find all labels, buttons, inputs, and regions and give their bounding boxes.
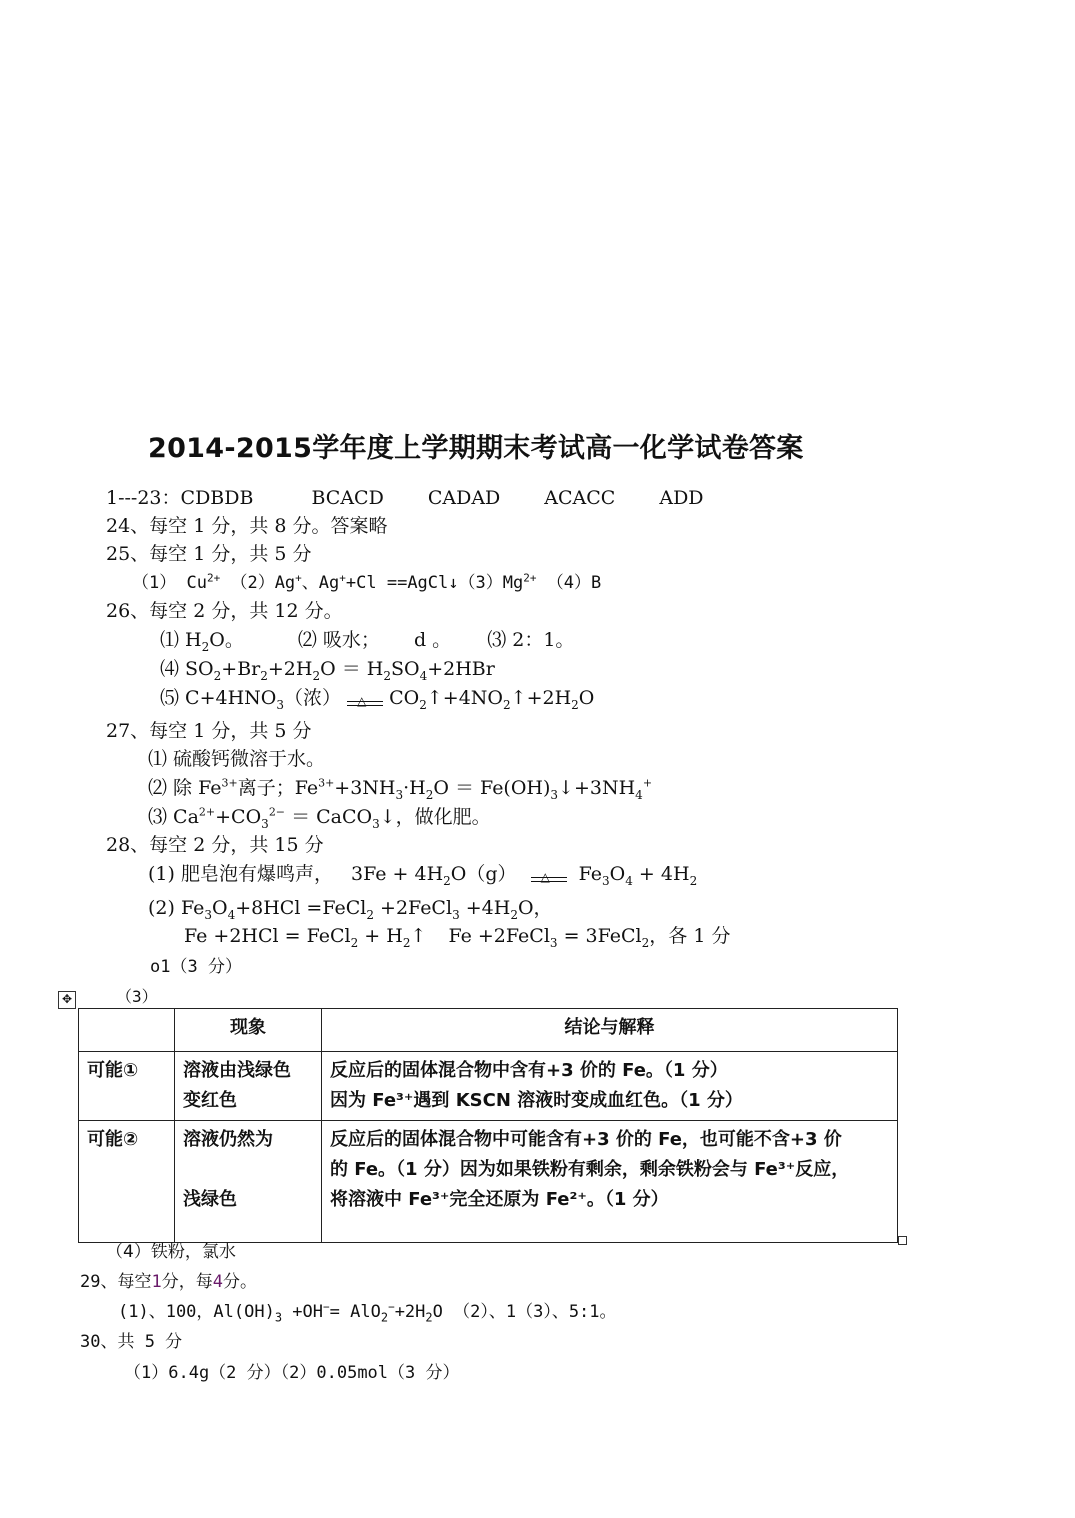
text: 反应后的固体混合物中可能含有+3 价的 Fe，也可能不含+3 价 — [330, 1129, 842, 1150]
subscript: 2 — [425, 787, 434, 802]
text: 将溶液中 Fe³⁺完全还原为 Fe²⁺。（1 分） — [330, 1189, 669, 1210]
text: + 4H — [632, 863, 690, 885]
answer-1-23 — [106, 486, 704, 510]
superscript: − — [323, 1300, 330, 1314]
subscript: 3 — [395, 787, 404, 802]
subscript: 2 — [443, 873, 451, 888]
subscript: 4 — [635, 787, 643, 802]
text: 反应后的固体混合物中含有+3 价的 Fe。（1 分） — [330, 1060, 728, 1081]
table-cell-label: 可能① — [79, 1052, 175, 1121]
text: +8HCl =FeCl — [235, 897, 367, 919]
answer-27-line1: ⑴ 硫酸钙微溶于水。 — [148, 748, 326, 770]
text: O — [211, 897, 228, 919]
table-cell-label: 可能② — [79, 1121, 175, 1243]
text: 3Fe + 4H — [351, 863, 444, 885]
text: ↑+2H — [510, 687, 572, 709]
text: Fe +2HCl = FeCl — [184, 925, 351, 947]
superscript: − — [388, 1300, 395, 1314]
subscript: 2 — [510, 907, 518, 922]
text: d 。 — [413, 629, 452, 651]
text: ↓，做化肥。 — [379, 806, 491, 828]
text: ↑ — [410, 925, 427, 947]
text: 因为 Fe³⁺遇到 KSCN 溶液时变成血红色。（1 分） — [330, 1090, 743, 1111]
superscript: 3+ — [221, 776, 238, 790]
text: +2H — [394, 1302, 426, 1322]
heat-condition-icon — [347, 687, 383, 707]
subscript: 3 — [274, 1310, 283, 1325]
table-header-cell: 结论与解释 — [322, 1009, 898, 1052]
text: +OH — [282, 1302, 324, 1322]
answer-26-line3 — [160, 686, 594, 710]
table-cell-conclusion — [322, 1052, 898, 1121]
text: ↑+4NO — [426, 687, 504, 709]
q25-part2b: 、Ag — [301, 573, 340, 593]
subscript: 3 — [261, 816, 269, 831]
subscript: 2 — [503, 697, 511, 712]
page-title: 2014-2015学年度上学期期末考试高一化学试卷答案 — [148, 433, 804, 464]
heat-triangle: △ — [357, 694, 367, 708]
text: (1)、100，Al(OH) — [118, 1302, 275, 1322]
answer-26-line1 — [160, 628, 574, 652]
text: ↓+3NH — [558, 777, 636, 799]
text: = 3FeCl — [557, 925, 642, 947]
q25-part4: （4）B — [546, 573, 602, 593]
answer-29-line1 — [118, 1300, 617, 1324]
text: Fe +2FeCl — [448, 925, 550, 947]
text: 溶液由浅绿色 — [183, 1060, 291, 1081]
text: 分，每 — [161, 1272, 213, 1292]
answer-25-body — [132, 571, 601, 595]
subscript: 3 — [550, 787, 559, 802]
answer-28-part4: （4）铁粉，氯水 — [106, 1242, 236, 1262]
move-handle-icon[interactable]: ✥ — [58, 991, 76, 1009]
answer-28-line4: o1（3 分） — [150, 957, 242, 977]
subscript: 2 — [689, 873, 698, 888]
superscript: 2− — [268, 805, 286, 819]
text: O — [609, 863, 626, 885]
answer-30-head: 30、共 5 分 — [80, 1332, 183, 1352]
text: +3NH — [334, 777, 396, 799]
text: +CO — [215, 806, 262, 828]
text: (1) 肥皂泡有爆鸣声， — [148, 863, 333, 885]
text: O ＝ H — [320, 658, 384, 680]
subscript: 2 — [383, 668, 391, 683]
table-row — [79, 1121, 898, 1243]
results-table — [78, 1008, 898, 1243]
subscript: 2 — [419, 697, 427, 712]
text: O （2）、1（3）、5:1。 — [432, 1302, 617, 1322]
subscript: 2 — [350, 935, 359, 950]
answer-30-line1: （1）6.4g（2 分）（2）0.05mol（3 分） — [124, 1363, 460, 1383]
text: O ＝ Fe(OH) — [433, 777, 551, 799]
q25-part1: （1） Cu — [132, 573, 207, 593]
text: (2) Fe — [148, 897, 205, 919]
text: O。 — [209, 629, 244, 651]
answer-group: CADAD — [427, 487, 501, 509]
heat-condition-icon — [531, 863, 567, 883]
table-header-row — [79, 1009, 898, 1052]
answer-28-line3 — [184, 924, 730, 948]
q25-part2c: +Cl ==AgCl↓（3）Mg — [345, 573, 524, 593]
superscript: 3+ — [318, 776, 335, 790]
text: +Br — [221, 658, 261, 680]
text: 29、每空 — [80, 1272, 152, 1292]
text: +2HBr — [427, 658, 495, 680]
subscript: 2 — [366, 907, 374, 922]
subscript: 4 — [227, 907, 236, 922]
text: Fe — [578, 863, 603, 885]
subscript: 2 — [402, 935, 411, 950]
answer-label: 1---23：CDBDB — [106, 487, 254, 509]
table-header-cell: 现象 — [175, 1009, 322, 1052]
superscript: 2+ — [523, 571, 537, 585]
answer-29-head — [80, 1270, 257, 1294]
answer-26-head: 26、每空 2 分，共 12 分。 — [106, 600, 343, 622]
subscript: 2 — [312, 668, 321, 683]
subscript: 2 — [641, 935, 650, 950]
subscript: 2 — [201, 639, 210, 654]
text: 分。 — [222, 1272, 257, 1292]
subscript: 3 — [602, 873, 610, 888]
answer-26-line2 — [160, 657, 495, 681]
subscript: 3 — [549, 935, 558, 950]
text: = AlO — [329, 1302, 381, 1322]
answer-group: ACACC — [544, 487, 616, 509]
text: O（g） — [450, 863, 517, 885]
subscript: 2 — [213, 668, 222, 683]
text: ⑴ H — [160, 629, 202, 651]
text: +4H — [459, 897, 511, 919]
answer-group: ADD — [659, 487, 704, 509]
subscript: 2 — [571, 697, 579, 712]
table-cell-phenomenon — [175, 1121, 322, 1243]
table-cell-conclusion — [322, 1121, 898, 1243]
text: ⑷ SO — [160, 658, 214, 680]
text: ⑸ C+4HNO — [160, 687, 277, 709]
table-cell-phenomenon — [175, 1052, 322, 1121]
text: 4 — [212, 1272, 223, 1292]
text: O — [578, 687, 595, 709]
answer-28-head: 28、每空 2 分，共 15 分 — [106, 834, 324, 856]
text: ⑶ 2：1。 — [487, 629, 575, 651]
answer-24: 24、每空 1 分，共 8 分。答案略 — [106, 515, 388, 537]
text: +2H — [267, 658, 313, 680]
text: ⑵ 吸水； — [297, 629, 380, 651]
text: + H — [358, 925, 403, 947]
text: （浓） — [284, 687, 342, 709]
answer-28-part3-label: （3） — [116, 987, 158, 1006]
text: O， — [517, 897, 553, 919]
answer-25-head: 25、每空 1 分，共 5 分 — [106, 543, 312, 565]
superscript: + — [295, 571, 302, 585]
subscript: 3 — [204, 907, 212, 922]
text: ⑶ Ca — [148, 806, 199, 828]
text: ，各 1 分 — [649, 925, 731, 947]
text: ⑵ 除 Fe — [148, 777, 222, 799]
text: 1 — [151, 1272, 162, 1292]
text: 离子；Fe — [237, 777, 319, 799]
text: CO — [389, 687, 420, 709]
answer-27-line2 — [148, 776, 652, 800]
text — [183, 1155, 313, 1185]
superscript: 2+ — [206, 571, 221, 585]
heat-triangle: △ — [540, 870, 550, 884]
table-header-cell — [79, 1009, 175, 1052]
answer-group: BCACD — [311, 487, 384, 509]
text: ＝ CaCO — [291, 806, 373, 828]
text: 的 Fe。（1 分）因为如果铁粉有剩余，剩余铁粉会与 Fe³⁺反应， — [330, 1159, 850, 1180]
text: ·H — [403, 777, 426, 799]
subscript: 3 — [372, 816, 380, 831]
superscript: 2+ — [198, 805, 216, 819]
answer-27-line3 — [148, 805, 491, 829]
text: SO — [390, 658, 420, 680]
q25-part2: （2）Ag — [230, 573, 296, 593]
subscript: 2 — [380, 1310, 389, 1325]
subscript: 3 — [452, 907, 460, 922]
answer-28-line1 — [148, 862, 697, 886]
text: 变红色 — [183, 1090, 237, 1111]
subscript: 4 — [419, 668, 428, 683]
superscript: + — [642, 776, 653, 790]
text: 溶液仍然为 — [183, 1129, 273, 1150]
subscript: 4 — [625, 873, 633, 888]
subscript: 3 — [276, 697, 284, 712]
answer-28-line2 — [148, 896, 553, 920]
answer-27-head: 27、每空 1 分，共 5 分 — [106, 720, 312, 742]
text: 浅绿色 — [183, 1189, 237, 1210]
text: +2FeCl — [374, 897, 453, 919]
subscript: 2 — [260, 668, 268, 683]
resize-handle-icon[interactable] — [898, 1236, 907, 1245]
superscript: + — [339, 571, 346, 585]
subscript: 2 — [425, 1310, 433, 1325]
table-row — [79, 1052, 898, 1121]
